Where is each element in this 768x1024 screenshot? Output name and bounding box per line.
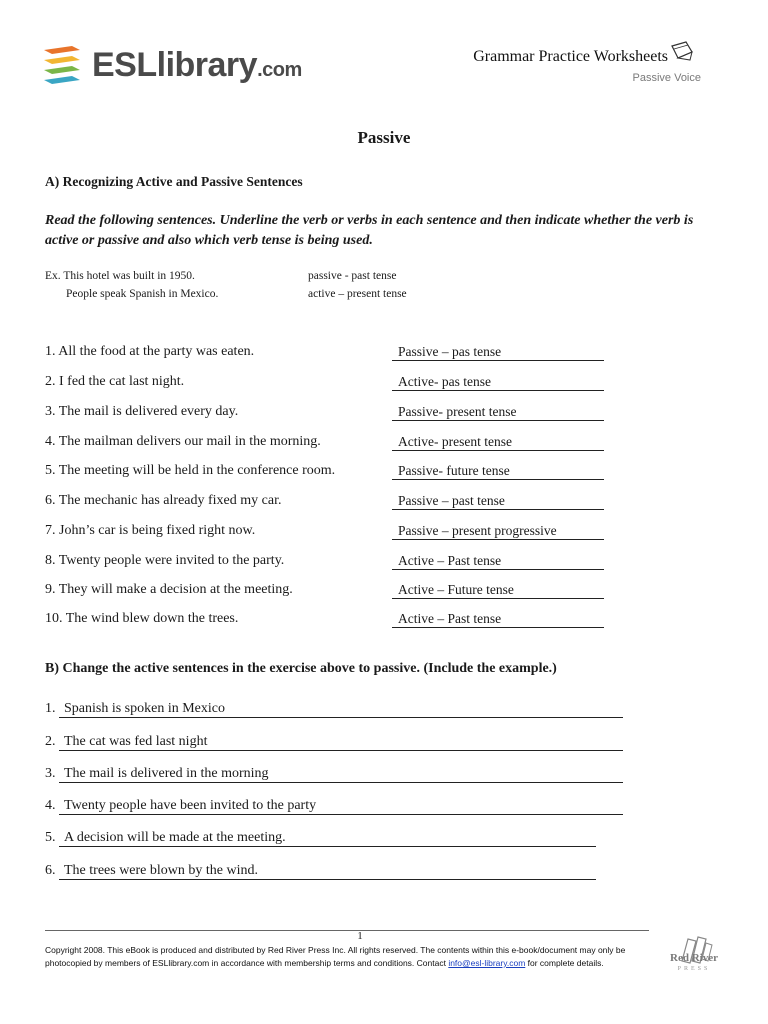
series-title: Grammar Practice Worksheets: [473, 48, 668, 65]
page-title: Passive: [357, 128, 411, 147]
eslibrary-logo: [42, 44, 302, 94]
page-number: 1: [357, 930, 363, 942]
question-text: 9. They will make a decision at the meeting.: [45, 582, 293, 597]
item-number: 6.: [45, 863, 56, 878]
logo-text: ESLlibrary.com: [92, 46, 302, 84]
publisher-sub: PRESS: [677, 966, 711, 972]
answer-field[interactable]: Active – Past tense: [392, 553, 604, 570]
publisher-name: Red River: [670, 952, 718, 964]
example-answer: passive - past tense: [308, 270, 397, 282]
question-text: 5. The meeting will be held in the conference room.: [45, 463, 336, 478]
answer-line[interactable]: The cat was fed last night: [59, 734, 623, 751]
question-text: 8. Twenty people were invited to the party.: [45, 553, 285, 568]
answer-field[interactable]: Active – Past tense: [392, 611, 604, 628]
answer-field[interactable]: Active- pas tense: [392, 374, 604, 391]
question-text: 6. The mechanic has already fixed my car.: [45, 493, 282, 508]
books-logo-icon: [42, 44, 88, 88]
item-number: 5.: [45, 830, 56, 845]
section-a-heading: A) Recognizing Active and Passive Sentences: [45, 174, 303, 189]
contact-email-link[interactable]: info@esl-library.com: [448, 958, 526, 968]
question-text: 4. The mailman delivers our mail in the morning.: [45, 434, 321, 449]
example-sentence: People speak Spanish in Mexico.: [66, 288, 219, 300]
answer-field[interactable]: Passive – pas tense: [392, 344, 604, 361]
series-subtitle: Passive Voice: [632, 72, 701, 84]
item-number: 2.: [45, 734, 56, 749]
question-text: 3. The mail is delivered every day.: [45, 404, 239, 419]
example-sentence: Ex. This hotel was built in 1950.: [45, 270, 195, 282]
answer-line[interactable]: Spanish is spoken in Mexico: [59, 701, 623, 718]
example-answer: active – present tense: [308, 288, 407, 300]
question-text: 2. I fed the cat last night.: [45, 374, 185, 389]
item-number: 3.: [45, 766, 56, 781]
copyright-notice: Copyright 2008. This eBook is produced and distributed by Red River Press Inc. All rights reserved. The contents within this e-book/document may only be photocopied by members of ESLlibrary.com in accordance with membership terms and conditions. Contact info@esl-library.com for complete details.: [45, 945, 626, 968]
question-text: 10. The wind blew down the trees.: [45, 611, 239, 626]
item-number: 4.: [45, 798, 56, 813]
section-b-heading: B) Change the active sentences in the exercise above to passive. (Include the example.): [45, 661, 557, 676]
answer-field[interactable]: Active- present tense: [392, 434, 604, 451]
question-text: 1. All the food at the party was eaten.: [45, 344, 255, 359]
answer-field[interactable]: Passive- present tense: [392, 404, 604, 421]
pencil-icon: [668, 40, 696, 64]
answer-line[interactable]: The mail is delivered in the morning: [59, 766, 623, 783]
answer-line[interactable]: A decision will be made at the meeting.: [59, 830, 596, 847]
instructions: Read the following sentences. Underline the verb or verbs in each sentence and then indicate whether the verb is active or passive and also which verb tense is being used.: [45, 213, 694, 248]
answer-line[interactable]: The trees were blown by the wind.: [59, 863, 596, 880]
answer-field[interactable]: Passive – past tense: [392, 493, 604, 510]
answer-field[interactable]: Passive- future tense: [392, 463, 604, 480]
answer-line[interactable]: Twenty people have been invited to the party: [59, 798, 623, 815]
item-number: 1.: [45, 701, 56, 716]
answer-field[interactable]: Active – Future tense: [392, 582, 604, 599]
answer-field[interactable]: Passive – present progressive: [392, 523, 604, 540]
question-text: 7. John’s car is being fixed right now.: [45, 523, 256, 538]
